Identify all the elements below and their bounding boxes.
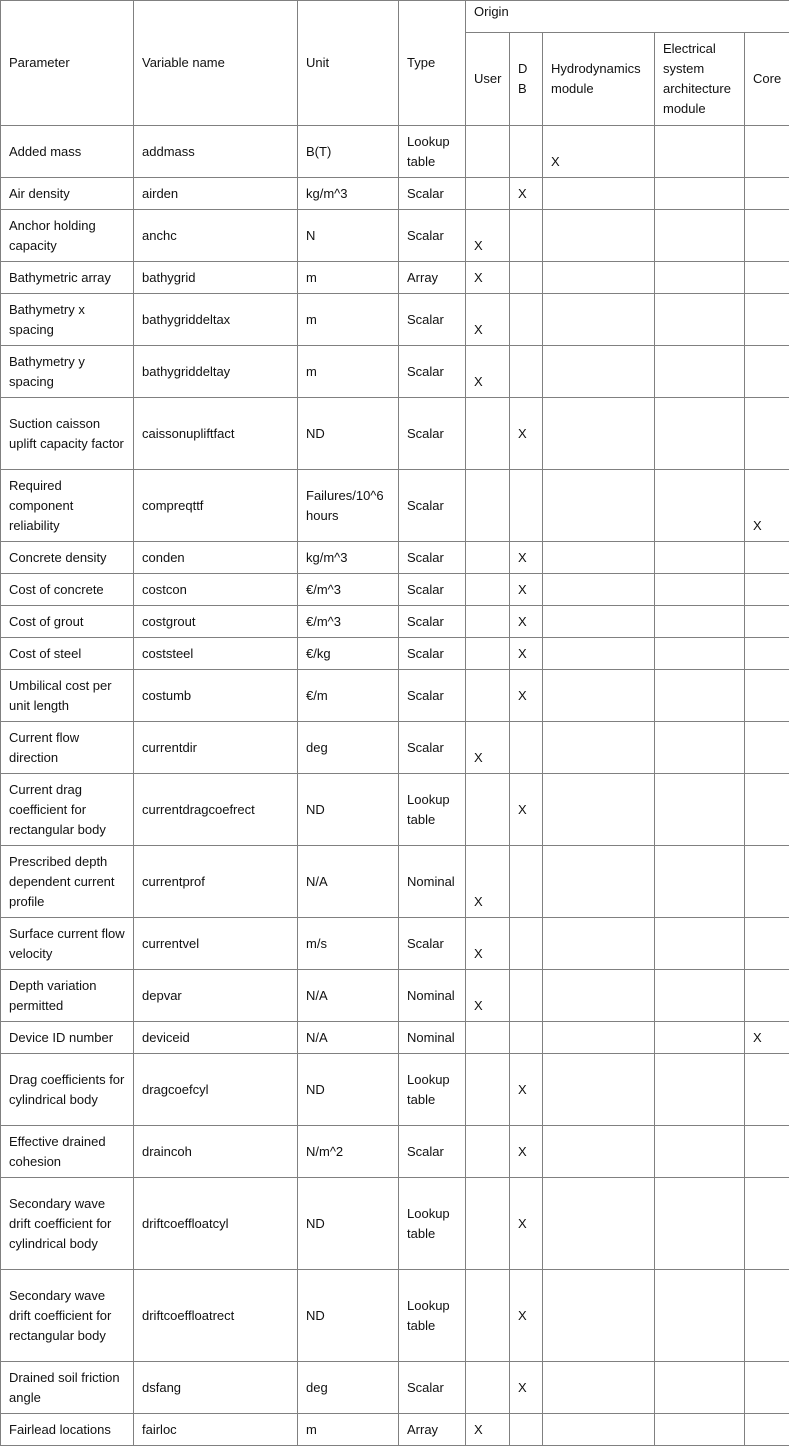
cell-origin-db [510,262,543,294]
cell-parameter: Surface current flow velocity [1,918,134,970]
cell-origin-core [745,294,789,346]
cell-origin-user [466,670,510,722]
table-row [1,178,789,210]
cell-origin-hydrodynamics [543,1022,655,1054]
table-row [1,574,789,606]
cell-origin-user [466,1054,510,1126]
cell-origin-db [510,294,543,346]
cell-unit: €/m^3 [298,574,399,606]
cell-origin-hydrodynamics [543,1270,655,1362]
cell-parameter: Required component reliability [1,470,134,542]
cell-unit: m/s [298,918,399,970]
cell-origin-user: X [466,846,510,918]
cell-origin-electrical [655,262,745,294]
table-row [1,1270,789,1362]
cell-origin-user: X [466,918,510,970]
table-row [1,346,789,398]
cell-origin-user [466,774,510,846]
cell-origin-core [745,210,789,262]
table-row [1,722,789,774]
cell-type: Scalar [399,346,466,398]
cell-parameter: Concrete density [1,542,134,574]
header-hydrodynamics: Hydrodynamics module [543,33,655,126]
cell-unit: N [298,210,399,262]
cell-unit: m [298,346,399,398]
cell-origin-core [745,670,789,722]
cell-variable-name: caissonupliftfact [134,398,298,470]
cell-origin-electrical [655,638,745,670]
cell-type: Scalar [399,210,466,262]
cell-unit: m [298,262,399,294]
cell-origin-hydrodynamics [543,542,655,574]
cell-variable-name: deviceid [134,1022,298,1054]
cell-origin-db [510,1022,543,1054]
header-variable-name: Variable name [134,1,298,126]
cell-origin-db [510,846,543,918]
cell-parameter: Current drag coefficient for rectangular body [1,774,134,846]
cell-origin-electrical [655,294,745,346]
cell-origin-core: X [745,470,789,542]
cell-origin-db: X [510,774,543,846]
cell-origin-hydrodynamics [543,722,655,774]
cell-origin-hydrodynamics [543,294,655,346]
cell-origin-core [745,126,789,178]
cell-origin-hydrodynamics [543,774,655,846]
header-parameter: Parameter [1,1,134,126]
cell-origin-user: X [466,346,510,398]
cell-origin-hydrodynamics [543,1362,655,1414]
header-user: User [466,33,510,126]
cell-variable-name: dsfang [134,1362,298,1414]
cell-origin-electrical [655,846,745,918]
cell-origin-user [466,1022,510,1054]
cell-origin-db: X [510,1178,543,1270]
header-unit: Unit [298,1,399,126]
cell-unit: deg [298,722,399,774]
cell-unit: m [298,1414,399,1446]
cell-origin-user [466,1178,510,1270]
table-body [1,126,789,1446]
cell-origin-hydrodynamics [543,1414,655,1446]
cell-parameter: Added mass [1,126,134,178]
table-row [1,210,789,262]
table-row [1,606,789,638]
cell-unit: ND [298,1054,399,1126]
cell-parameter: Suction caisson uplift capacity factor [1,398,134,470]
table-row [1,1126,789,1178]
cell-parameter: Bathymetry y spacing [1,346,134,398]
cell-origin-hydrodynamics: X [543,126,655,178]
cell-origin-db: X [510,1270,543,1362]
cell-parameter: Secondary wave drift coefficient for cylindrical body [1,1178,134,1270]
header-db: DB [510,33,543,126]
cell-parameter: Cost of concrete [1,574,134,606]
cell-origin-core [745,262,789,294]
cell-origin-core [745,1414,789,1446]
cell-origin-db: X [510,670,543,722]
cell-origin-electrical [655,398,745,470]
cell-origin-hydrodynamics [543,574,655,606]
cell-origin-user: X [466,722,510,774]
cell-parameter: Umbilical cost per unit length [1,670,134,722]
cell-origin-hydrodynamics [543,670,655,722]
cell-origin-db [510,126,543,178]
cell-origin-db [510,1414,543,1446]
table-row [1,670,789,722]
cell-type: Lookup table [399,1270,466,1362]
cell-origin-hydrodynamics [543,1054,655,1126]
cell-type: Scalar [399,574,466,606]
cell-type: Scalar [399,294,466,346]
cell-type: Array [399,1414,466,1446]
cell-origin-user [466,470,510,542]
cell-unit: deg [298,1362,399,1414]
table-row [1,398,789,470]
cell-origin-db: X [510,398,543,470]
cell-origin-hydrodynamics [543,210,655,262]
cell-origin-electrical [655,918,745,970]
cell-type: Array [399,262,466,294]
cell-variable-name: conden [134,542,298,574]
cell-variable-name: costcon [134,574,298,606]
table-row [1,1414,789,1446]
cell-origin-db [510,722,543,774]
cell-type: Nominal [399,1022,466,1054]
cell-unit: B(T) [298,126,399,178]
cell-variable-name: currentprof [134,846,298,918]
cell-origin-db: X [510,574,543,606]
cell-origin-user [466,178,510,210]
cell-origin-db [510,970,543,1022]
cell-origin-user [466,1362,510,1414]
cell-unit: N/A [298,970,399,1022]
cell-origin-electrical [655,210,745,262]
cell-unit: N/A [298,1022,399,1054]
cell-variable-name: driftcoeffloatrect [134,1270,298,1362]
table-row [1,126,789,178]
cell-origin-electrical [655,1178,745,1270]
cell-origin-hydrodynamics [543,846,655,918]
cell-parameter: Drag coefficients for cylindrical body [1,1054,134,1126]
cell-origin-core [745,638,789,670]
cell-unit: m [298,294,399,346]
cell-unit: N/A [298,846,399,918]
cell-origin-electrical [655,470,745,542]
cell-origin-user [466,574,510,606]
cell-origin-db: X [510,638,543,670]
cell-variable-name: currentdragcoefrect [134,774,298,846]
cell-variable-name: bathygriddeltay [134,346,298,398]
cell-origin-hydrodynamics [543,1178,655,1270]
cell-origin-user: X [466,294,510,346]
cell-origin-user: X [466,1414,510,1446]
cell-origin-core [745,846,789,918]
cell-origin-core [745,542,789,574]
cell-origin-core [745,346,789,398]
cell-variable-name: coststeel [134,638,298,670]
cell-origin-db: X [510,542,543,574]
table-row [1,638,789,670]
cell-origin-hydrodynamics [543,262,655,294]
cell-origin-core [745,178,789,210]
cell-origin-hydrodynamics [543,1126,655,1178]
cell-origin-db [510,346,543,398]
cell-parameter: Drained soil friction angle [1,1362,134,1414]
cell-origin-user [466,542,510,574]
cell-origin-user: X [466,262,510,294]
cell-unit: €/kg [298,638,399,670]
cell-origin-db: X [510,606,543,638]
cell-type: Lookup table [399,126,466,178]
cell-origin-user [466,398,510,470]
cell-origin-db [510,918,543,970]
cell-type: Lookup table [399,774,466,846]
cell-origin-user [466,1270,510,1362]
cell-unit: ND [298,1178,399,1270]
cell-origin-core [745,774,789,846]
cell-variable-name: costumb [134,670,298,722]
cell-origin-db: X [510,1126,543,1178]
cell-variable-name: currentvel [134,918,298,970]
cell-variable-name: anchc [134,210,298,262]
cell-origin-electrical [655,1362,745,1414]
cell-origin-core: X [745,1022,789,1054]
table-row [1,294,789,346]
cell-origin-core [745,1126,789,1178]
cell-origin-electrical [655,970,745,1022]
cell-parameter: Cost of steel [1,638,134,670]
table-row [1,262,789,294]
cell-parameter: Bathymetry x spacing [1,294,134,346]
cell-origin-electrical [655,670,745,722]
cell-origin-electrical [655,774,745,846]
cell-origin-electrical [655,1270,745,1362]
cell-parameter: Bathymetric array [1,262,134,294]
cell-origin-db: X [510,1362,543,1414]
cell-type: Scalar [399,470,466,542]
cell-variable-name: draincoh [134,1126,298,1178]
cell-origin-electrical [655,1126,745,1178]
cell-origin-core [745,918,789,970]
cell-parameter: Cost of grout [1,606,134,638]
cell-origin-core [745,1362,789,1414]
cell-type: Scalar [399,638,466,670]
cell-origin-core [745,606,789,638]
table-row [1,846,789,918]
cell-type: Scalar [399,918,466,970]
table-row [1,1022,789,1054]
cell-origin-user [466,1126,510,1178]
cell-unit: €/m [298,670,399,722]
cell-origin-user [466,638,510,670]
header-origin: Origin [466,1,789,33]
cell-origin-hydrodynamics [543,470,655,542]
cell-parameter: Current flow direction [1,722,134,774]
cell-variable-name: fairloc [134,1414,298,1446]
cell-unit: N/m^2 [298,1126,399,1178]
cell-origin-electrical [655,1414,745,1446]
cell-unit: ND [298,774,399,846]
cell-type: Nominal [399,846,466,918]
cell-origin-core [745,722,789,774]
cell-origin-core [745,1054,789,1126]
cell-origin-user: X [466,970,510,1022]
cell-origin-electrical [655,178,745,210]
cell-unit: €/m^3 [298,606,399,638]
cell-origin-electrical [655,126,745,178]
cell-origin-core [745,970,789,1022]
cell-parameter: Air density [1,178,134,210]
cell-origin-electrical [655,606,745,638]
table-row [1,970,789,1022]
cell-origin-electrical [655,542,745,574]
cell-variable-name: addmass [134,126,298,178]
cell-origin-db: X [510,178,543,210]
cell-variable-name: bathygriddeltax [134,294,298,346]
cell-variable-name: driftcoeffloatcyl [134,1178,298,1270]
cell-parameter: Secondary wave drift coefficient for rectangular body [1,1270,134,1362]
cell-origin-user: X [466,210,510,262]
table-row [1,1054,789,1126]
cell-origin-electrical [655,346,745,398]
cell-origin-user [466,606,510,638]
cell-type: Lookup table [399,1054,466,1126]
cell-unit: ND [298,1270,399,1362]
cell-origin-hydrodynamics [543,918,655,970]
cell-origin-electrical [655,574,745,606]
header-type: Type [399,1,466,126]
table-row [1,470,789,542]
table-row [1,542,789,574]
cell-type: Scalar [399,178,466,210]
cell-variable-name: compreqttf [134,470,298,542]
cell-origin-electrical [655,1022,745,1054]
cell-origin-user [466,126,510,178]
table-row [1,774,789,846]
cell-type: Scalar [399,722,466,774]
cell-parameter: Anchor holding capacity [1,210,134,262]
cell-type: Nominal [399,970,466,1022]
cell-type: Scalar [399,670,466,722]
cell-variable-name: dragcoefcyl [134,1054,298,1126]
cell-type: Lookup table [399,1178,466,1270]
cell-origin-electrical [655,722,745,774]
cell-variable-name: costgrout [134,606,298,638]
cell-type: Scalar [399,398,466,470]
cell-origin-hydrodynamics [543,398,655,470]
cell-origin-electrical [655,1054,745,1126]
cell-unit: ND [298,398,399,470]
cell-origin-core [745,1270,789,1362]
cell-origin-core [745,1178,789,1270]
cell-origin-db [510,210,543,262]
cell-origin-core [745,398,789,470]
cell-parameter: Fairlead locations [1,1414,134,1446]
cell-origin-hydrodynamics [543,638,655,670]
cell-type: Scalar [399,542,466,574]
cell-unit: Failures/10^6 hours [298,470,399,542]
cell-variable-name: depvar [134,970,298,1022]
cell-origin-hydrodynamics [543,606,655,638]
cell-variable-name: airden [134,178,298,210]
cell-parameter: Effective drained cohesion [1,1126,134,1178]
cell-origin-db [510,470,543,542]
cell-origin-hydrodynamics [543,178,655,210]
header-core: Core [745,33,789,126]
cell-variable-name: bathygrid [134,262,298,294]
cell-origin-db: X [510,1054,543,1126]
cell-unit: kg/m^3 [298,178,399,210]
header-electrical: Electrical system architecture module [655,33,745,126]
cell-unit: kg/m^3 [298,542,399,574]
table-row [1,1362,789,1414]
cell-parameter: Prescribed depth dependent current profile [1,846,134,918]
cell-origin-core [745,574,789,606]
cell-type: Scalar [399,1126,466,1178]
cell-parameter: Device ID number [1,1022,134,1054]
table-row [1,1178,789,1270]
cell-origin-hydrodynamics [543,346,655,398]
table-row [1,918,789,970]
cell-type: Scalar [399,1362,466,1414]
cell-parameter: Depth variation permitted [1,970,134,1022]
cell-type: Scalar [399,606,466,638]
cell-variable-name: currentdir [134,722,298,774]
cell-origin-hydrodynamics [543,970,655,1022]
